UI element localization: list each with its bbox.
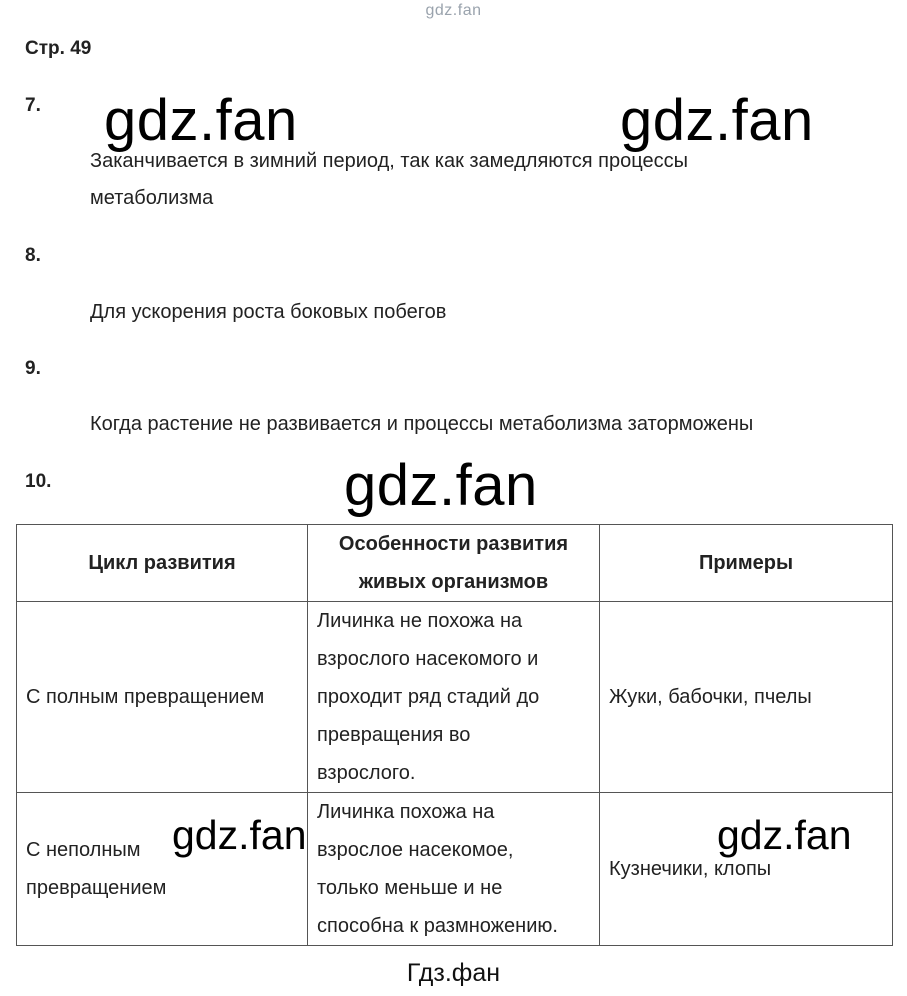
answer-line: метаболизма — [90, 187, 214, 209]
cell-line: взрослого насекомого и — [317, 648, 539, 670]
question-7-answer — [90, 143, 688, 217]
cell-line: Жуки, бабочки, пчелы — [609, 686, 812, 708]
question-10-number: 10. — [25, 471, 52, 492]
answer-line: Заканчивается в зимний период, так как замедляются процессы — [90, 150, 688, 172]
cell-line: проходит ряд стадий до — [317, 686, 540, 708]
table-header-row — [17, 525, 893, 602]
question-9-number: 9. — [25, 358, 41, 379]
cell-line: Личинка похожа на — [317, 801, 495, 823]
header-line: живых организмов — [358, 571, 549, 593]
question-8-answer — [90, 294, 446, 331]
header-features — [308, 525, 600, 602]
cell-cycle — [17, 602, 308, 793]
header-examples — [600, 525, 893, 602]
watermark-center: gdz.fan — [344, 453, 538, 518]
cell-line: взрослого. — [317, 762, 416, 784]
answer-line: Когда растение не развивается и процессы метаболизма заторможены — [90, 413, 754, 435]
question-7-number: 7. — [25, 95, 41, 116]
cell-line: С неполным — [26, 839, 141, 861]
development-cycles-table — [16, 524, 893, 946]
footer-text: Гдз.фан — [406, 959, 501, 987]
question-8-number: 8. — [25, 245, 41, 266]
cell-examples — [600, 602, 893, 793]
cell-features — [308, 793, 600, 946]
header-line: Цикл развития — [88, 552, 236, 574]
cell-line: Кузнечики, клопы — [609, 858, 772, 880]
header-line: Особенности развития — [338, 533, 569, 555]
cell-line: С полным превращением — [26, 686, 265, 708]
cell-line: Личинка не похожа на — [317, 610, 523, 632]
header-cycle — [17, 525, 308, 602]
header-line: Примеры — [698, 552, 794, 574]
cell-line: превращения во — [317, 724, 471, 746]
watermark-table-left: gdz.fan — [172, 812, 307, 858]
cell-line: превращением — [26, 877, 167, 899]
watermark-left: gdz.fan — [104, 88, 298, 153]
watermark-right: gdz.fan — [620, 88, 814, 153]
table-row — [17, 602, 893, 793]
cell-line: способна к размножению. — [317, 915, 558, 937]
cell-line: только меньше и не — [317, 877, 503, 899]
page-label: Стр. 49 — [25, 38, 92, 59]
cell-features — [308, 602, 600, 793]
watermark-table-right: gdz.fan — [717, 812, 852, 858]
question-9-answer — [90, 406, 753, 443]
answer-line: Для ускорения роста боковых побегов — [90, 301, 447, 323]
top-watermark: gdz.fan — [425, 2, 482, 19]
cell-line: взрослое насекомое, — [317, 839, 514, 861]
